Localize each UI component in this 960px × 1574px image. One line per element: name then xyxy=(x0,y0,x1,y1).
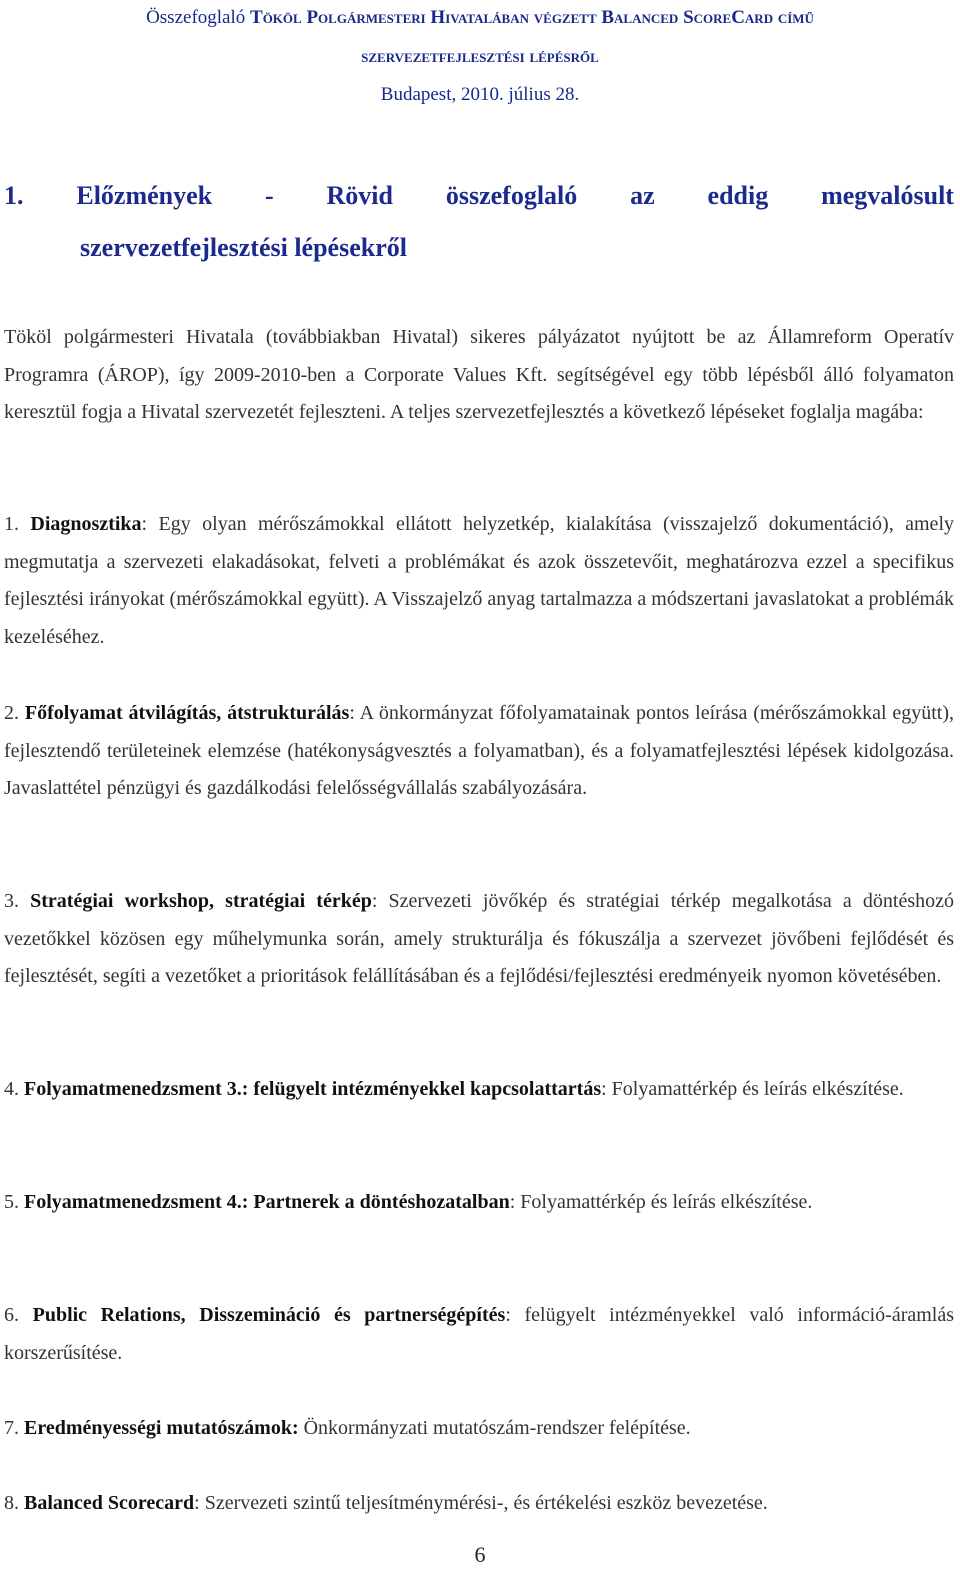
step-heading: Public Relations, Disszemináció és partnerségépítés xyxy=(32,1304,506,1326)
title-word: Előzmények xyxy=(76,181,213,210)
step-text: : A önkormányzat főfolyamatainak pontos leírása (mérőszámokkal együtt), fejlesztendő területeinek elemzése (hatékonyságvesztés a folyamatban), és a folyamatfejlesztési lépések kidolgozása. Javaslattétel pénzügyi és gazdálkodási felelősségvállalás szabályozására. xyxy=(4,702,954,800)
title-line-2: szervezetfejlesztési lépésekről xyxy=(80,233,407,262)
step-number: 4. xyxy=(4,1078,24,1100)
step-7 xyxy=(4,1410,954,1448)
intro-paragraph: Tököl polgármesteri Hivatala (továbbiakban Hivatal) sikeres pályázatot nyújtott be az Államreform Operatív Programra (ÁROP), így 2009-2010-ben a Corporate Values Kft. segítségével egy több lépésből álló folyamaton keresztül fogja a Hivatal szervezetét fejleszteni. A teljes szervezetfejlesztés a következő lépéseket foglalja magába: xyxy=(4,326,954,424)
step-heading: Stratégiai workshop, stratégiai térkép xyxy=(30,890,372,912)
step-5 xyxy=(4,1184,954,1222)
header-prefix: Összefoglaló xyxy=(146,7,251,28)
step-number: 1. xyxy=(4,513,31,535)
step-heading: Balanced Scorecard xyxy=(24,1492,195,1514)
step-number: 8. xyxy=(4,1492,24,1514)
step-4 xyxy=(4,1071,954,1109)
title-word: megvalósult xyxy=(821,181,954,210)
step-text: : Egy olyan mérőszámokkal ellátott helyzetkép, kialakítása (visszajelző dokumentáció), amely megmutatja a szervezeti elakadásokat, felveti a problémákat és azok összetevőit, meghatározva ezzel a specifikus fejlesztési irányokat (mérőszámokkal együtt). A Visszajelző anyag tartalmazza a módszertani javaslatokat a problémák kezeléséhez. xyxy=(4,513,954,649)
header-line-1 xyxy=(0,7,960,29)
header-title-caps: Tököl Polgármesteri Hivatalában végzett Balanced ScoreCard című xyxy=(250,7,814,28)
title-word: összefoglaló xyxy=(445,181,578,210)
step-heading: Eredményességi mutatószámok: xyxy=(24,1417,299,1439)
step-3 xyxy=(4,883,954,996)
step-number: 2. xyxy=(4,702,25,724)
step-1 xyxy=(4,506,954,657)
header-date: Budapest, 2010. július 28. xyxy=(380,84,580,105)
step-6 xyxy=(4,1297,954,1372)
step-number: 5. xyxy=(4,1191,24,1213)
title-word: 1. xyxy=(4,181,24,210)
step-text: : felügyelt intézményekkel való információ-áramlás korszerűsítése. xyxy=(4,1304,955,1364)
step-text: : Folyamattérkép és leírás elkészítése. xyxy=(601,1078,904,1100)
title-word: Rövid xyxy=(326,181,393,210)
step-heading: Főfolyamat átvilágítás, átstrukturálás xyxy=(24,702,350,724)
title-word: eddig xyxy=(707,181,769,210)
step-2 xyxy=(4,695,954,808)
step-heading: Folyamatmenedzsment 3.: felügyelt intézményekkel kapcsolattartás xyxy=(24,1078,602,1100)
page-number: 6 xyxy=(474,1542,486,1567)
title-word: - xyxy=(264,181,274,210)
step-text: Önkormányzati mutatószám-rendszer felépítése. xyxy=(298,1417,691,1439)
step-number: 3. xyxy=(4,890,31,912)
step-heading: Folyamatmenedzsment 4.: Partnerek a döntéshozatalban xyxy=(24,1191,510,1213)
title-word: az xyxy=(630,181,655,210)
step-text: : Szervezeti szintű teljesítménymérési-, és értékelési eszköz bevezetése. xyxy=(194,1492,768,1514)
step-number: 6. xyxy=(4,1304,33,1326)
section-title xyxy=(4,170,954,274)
step-heading: Diagnosztika xyxy=(30,513,142,535)
step-text: : Szervezeti jövőkép és stratégiai térkép megalkotása a döntéshozó vezetőkkel közösen egy műhelymunka során, amely strukturálja és fókuszálja a szervezet jövőbeni fejlődését és fejlesztését, segíti a vezetőket a prioritások felállításában és a fejlődési/fejlesztési eredményeik nyomon követésében. xyxy=(4,890,955,988)
step-text: : Folyamattérkép és leírás elkészítése. xyxy=(509,1191,813,1213)
header-line-2: szervezetfejlesztési lépésről xyxy=(361,46,599,67)
step-8 xyxy=(4,1485,954,1523)
step-number: 7. xyxy=(4,1417,24,1439)
